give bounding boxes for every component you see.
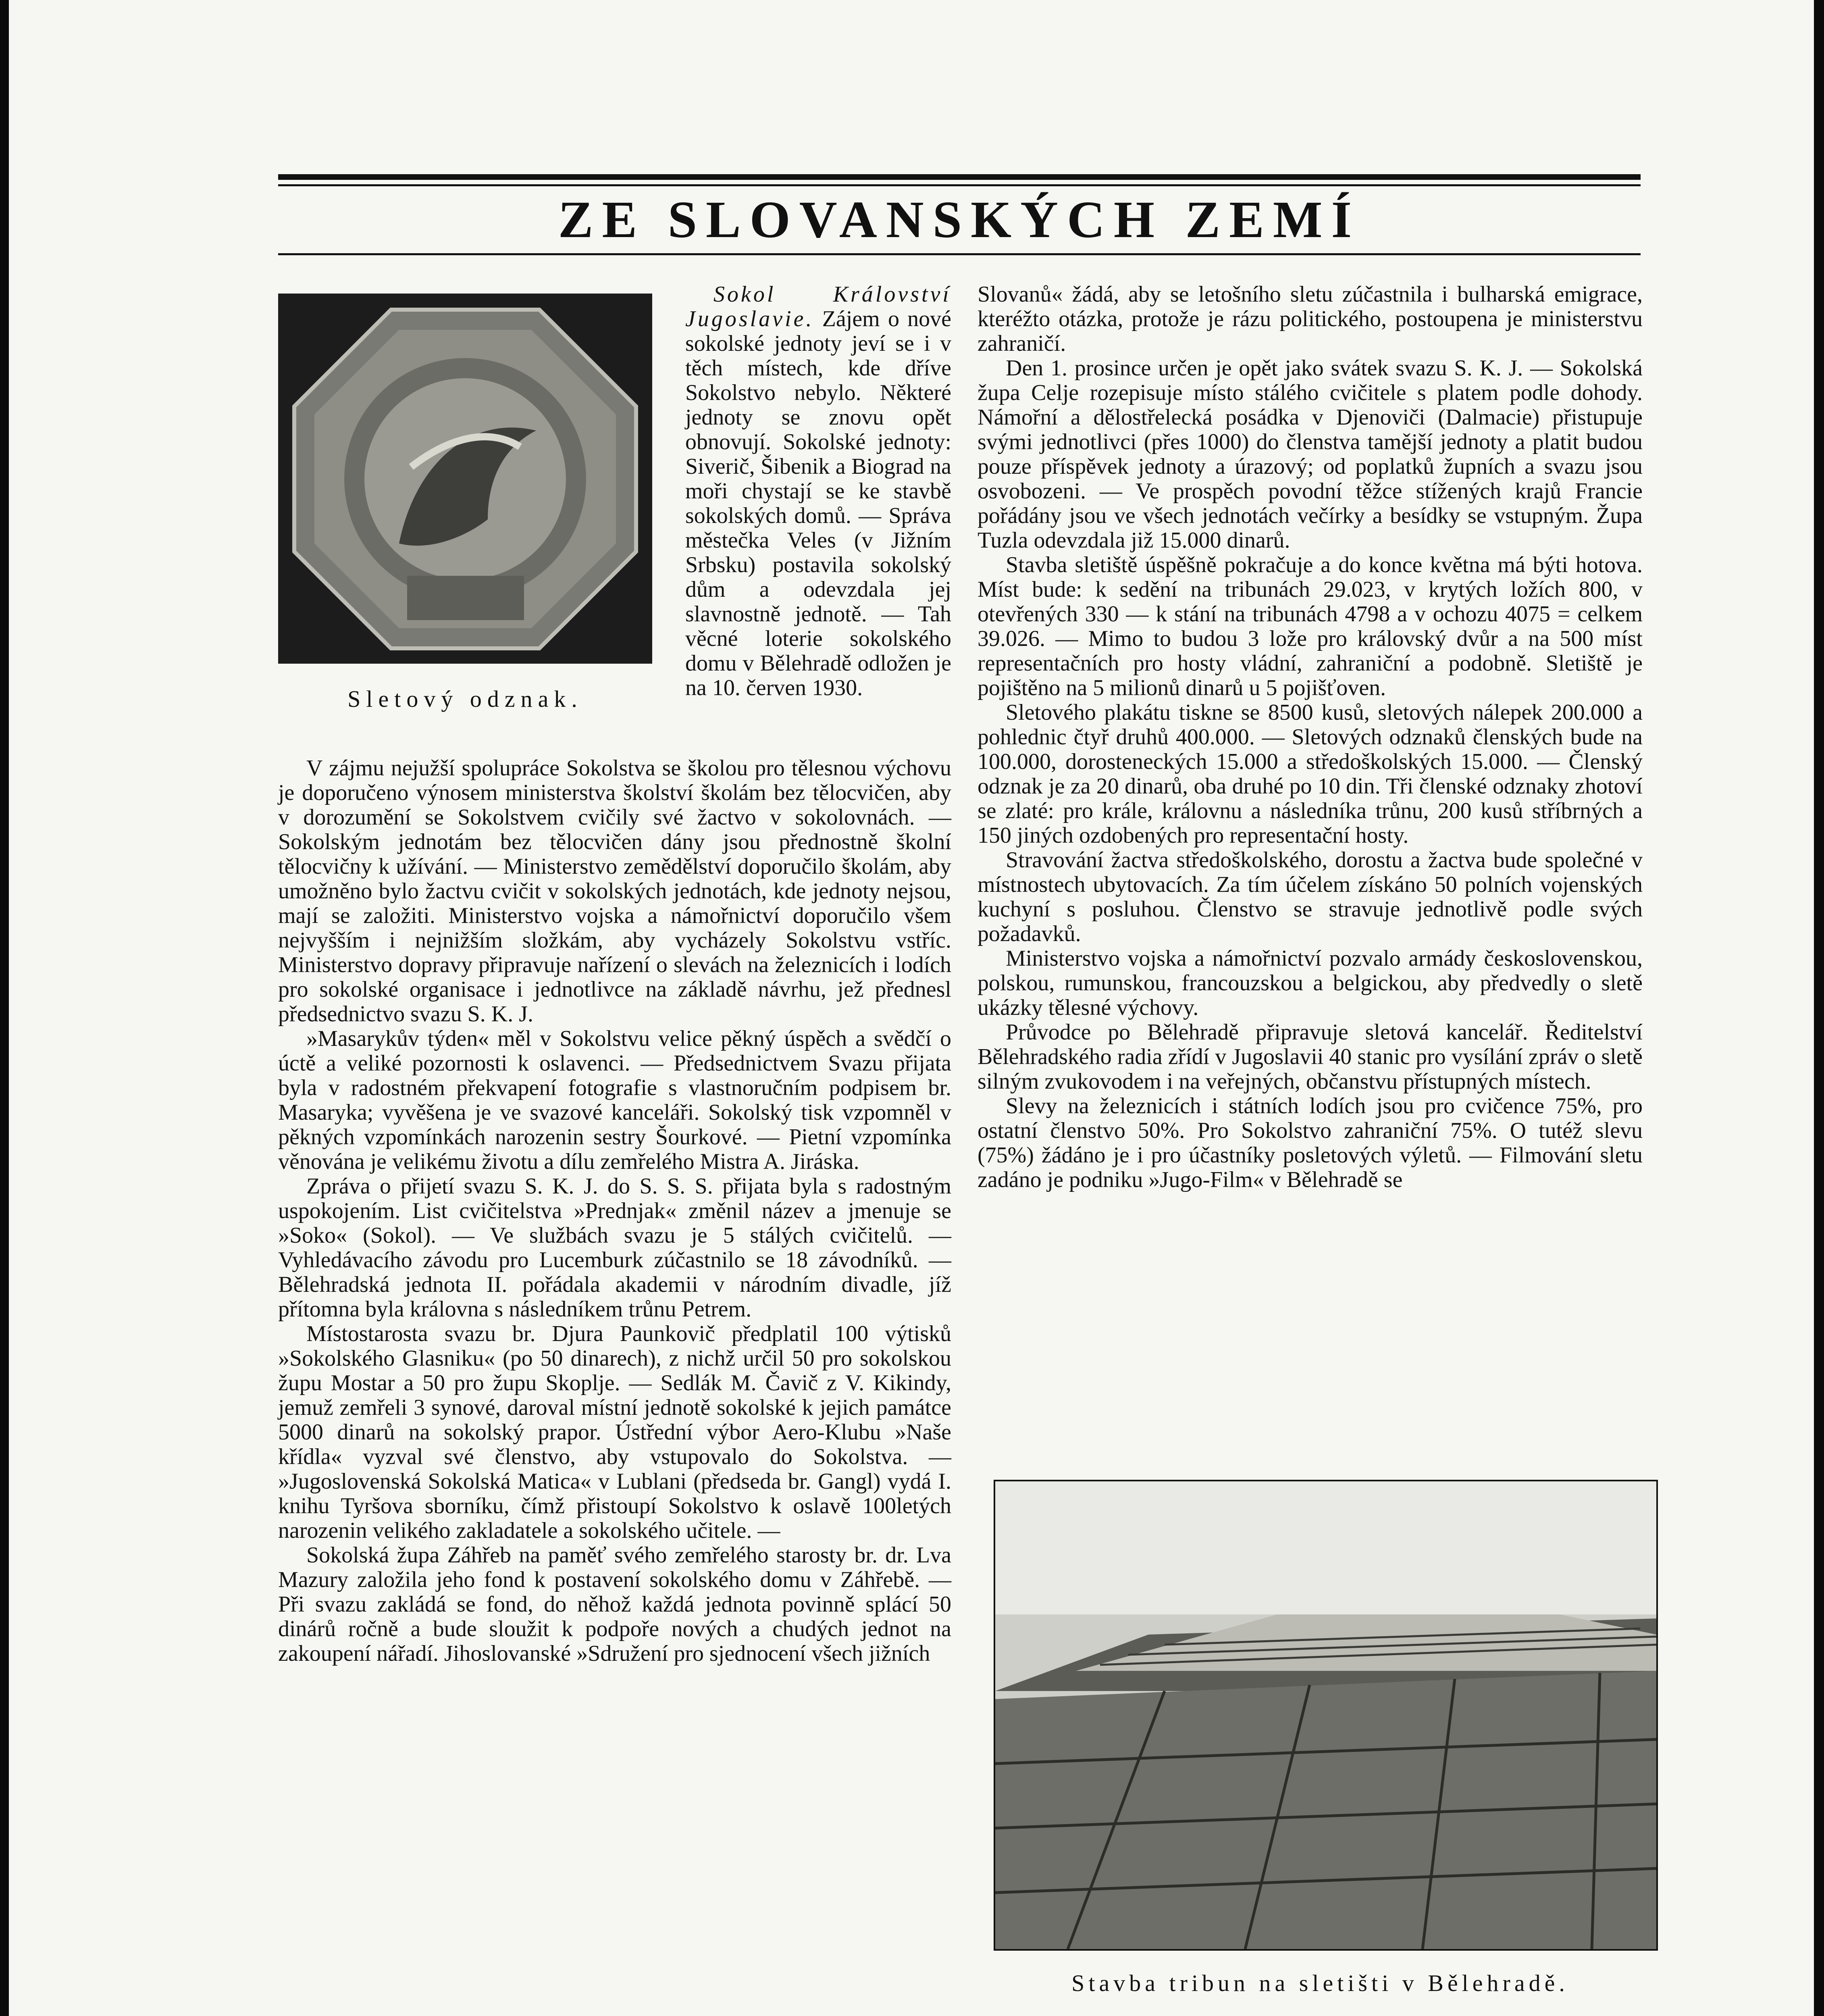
stadium-photo: [994, 1480, 1658, 1951]
top-rule-thin: [278, 184, 1641, 186]
intro-paragraph: [685, 282, 951, 700]
left-paragraph: Sokolská župa Záhřeb na paměť svého zemřelého starosty br. dr. Lva Mazury založila jeho fond k postavení sokolského domu v Záhřebě. — Při svazu zakládá se fond, do něhož každá jednota povinně splácí 50 dinárů ročně a bude sloužit k podpoře nových a chudých jednot na zakoupení nářadí. Jihoslovanské »Sdružení pro sjednocení všech jižních: [278, 1543, 951, 1666]
right-paragraph: Průvodce po Bělehradě připravuje sletová kancelář. Ředitelství Bělehradského radia zřídí v Jugoslavii 40 stanic pro vysílání zpráv o sletě silným zvukovodem i na veřejných, občanstvu přístupných místech.: [978, 1020, 1643, 1094]
badge-caption: Sletový odznak.: [347, 686, 583, 712]
intro-column: [685, 282, 951, 700]
left-paragraph: Zpráva o přijetí svazu S. K. J. do S. S. S. přijata byla s radostným uspokojením. List cvičitelstva »Prednjak« změnil název a jmenuje se »Soko« (Sokol). — Ve službách svazu je 5 stálých cvičitelů. — Vyhledávacího závodu pro Lucemburk zúčastnilo se 18 závodníků. — Bělehradská jednota II. pořádala akademii v národním divadle, jíž přítomna byla královna s následníkem trůnu Petrem.: [278, 1174, 951, 1322]
right-column: [978, 282, 1643, 1192]
left-column: [278, 756, 951, 1666]
page-heading: ZE SLOVANSKÝCH ZEMÍ: [558, 191, 1361, 249]
right-paragraph: Slovanů« žádá, aby se letošního sletu zúčastnila i bulharská emigrace, kteréžto otázka, protože je rázu politického, postoupena je ministerstvu zahraničí.: [978, 282, 1643, 356]
stadium-image: [995, 1481, 1656, 1949]
right-paragraph: Sletového plakátu tiskne se 8500 kusů, sletových nálepek 200.000 a pohlednic čtyř druhů 400.000. — Sletových odznaků členských bude na 100.000, dorosteneckých 15.000 a středoškolských 15.000. — Členský odznak je za 20 dinarů, oba druhé po 10 din. Tři členské odznaky zhotoví se zlaté: pro krále, královnu a následníka trůnu, 200 kusů stříbrných a 150 jiných ozdobených pro representační hosty.: [978, 700, 1643, 848]
right-paragraph: Stavba sletiště úspěšně pokračuje a do konce května má býti hotova. Míst bude: k sedění na tribunách 29.023, v krytých ložích 800, v otevřených 330 — k stání na tribunách 4798 a v ochozu 4075 = celkem 39.026. — Mimo to budou 3 lože pro královský dvůr a na 500 míst representačních pro hosty vládní, zahraniční a podobně. Sletiště je pojištěno na 5 milionů dinarů u 5 pojišťoven.: [978, 552, 1643, 700]
badge-image: [278, 294, 652, 664]
heading-underline: [278, 253, 1641, 255]
right-paragraph: Ministerstvo vojska a námořnictví pozvalo armády československou, polskou, rumunskou, francouzskou a belgickou, aby předvedly o sletě ukázky tělesné výchovy.: [978, 946, 1643, 1020]
left-paragraph: Místostarosta svazu br. Djura Paunkovič předplatil 100 výtisků »Sokolského Glasniku« (po 50 dinarech), z nichž určil 50 pro sokolskou župu Mostar a 50 pro župu Skoplje. — Sedlák M. Čavič z V. Kikindy, jemuž zemřeli 3 synové, daroval místní jednotě sokolské k jejich památce 5000 dinarů na sokolský prapor. Ústřední výbor Aero-Klubu »Naše křídla« vyzval své členstvo, aby vstupovalo do Sokolstva. — »Jugoslovenská Sokolská Matica« v Lublani (předseda br. Gangl) vydá I. knihu Tyršova sborníku, čímž přistoupí Sokolstvo k oslavě 100letých narozenin velikého zakladatele a sokolského učitele. —: [278, 1321, 951, 1543]
left-paragraph: »Masarykův týden« měl v Sokolstvu velice pěkný úspěch a svědčí o úctě a veliké pozornosti k oslavenci. — Předsednictvem Svazu přijata byla v radostném překvapení fotografie s vlastnoručním podpisem br. Masaryka; vyvěšena je ve svazové kanceláři. Sokolský tisk vzpomněl v pěkných vzpomínkách narozenin sestry Šourkové. — Pietní vzpomínka věnována je velikému životu a dílu zemřelého Mistra A. Jiráska.: [278, 1026, 951, 1174]
intro-text: Zájem o nové sokolské jednoty jeví se i v těch místech, kde dříve Sokolstvo nebylo. Některé jednoty se znovu opět obnovují. Sokolské jednoty: Siverič, Šibenik a Biograd na moři chystají se ke stavbě sokolských domů. — Správa městečka Veles (v Jižním Srbsku) postavila sokolský dům a odevzdala jej slavnostně jednotě. — Tah věcné loterie sokolského domu v Bělehradě odložen je na 10. červen 1930.: [685, 306, 952, 700]
top-rule-thick: [278, 174, 1641, 180]
right-paragraph: Den 1. prosince určen je opět jako svátek svazu S. K. J. — Sokolská župa Celje rozepisuje místo stálého cvičitele s platem podle dohody. Námořní a dělostřelecká posádka v Djenoviči (Dalmacie) přistupuje svými jednotlivci (přes 1000) do členstva tamější jednoty a platit budou pouze příspěvek jednoty a úrazový; od poplatků župních a svazu jsou osvobozeni. — Ve prospěch povodní těžce stížených krajů Francie pořádány jsou ve všech jednotách večírky a besídky se vstupným. Župa Tuzla odevzdala již 15.000 dinarů.: [978, 356, 1643, 553]
badge-photo: [278, 294, 652, 664]
intro-lead: Sokol Království Jugoslavie.: [685, 282, 951, 331]
photo-caption: Stavba tribun na sletišti v Bělehradě.: [1071, 1970, 1569, 1996]
right-paragraph: Stravování žactva středoškolského, dorostu a žactva bude společné v místnostech ubytovacích. Za tím účelem získáno 50 polních vojenských kuchyní s posluhou. Členstvo se stravuje jednotlivě podle svých požadavků.: [978, 848, 1643, 946]
right-paragraph: Slevy na železnicích i státních lodích jsou pro cvičence 75%, pro ostatní členstvo 50%. Pro Sokolstvo zahraniční 75%. O tutéž slevu (75%) žádáno je i pro účastníky posletových výletů. — Filmování sletu zadáno je podniku »Jugo-Film« v Bělehradě se: [978, 1093, 1643, 1192]
left-paragraph: V zájmu nejužší spolupráce Sokolstva se školou pro tělesnou výchovu je doporučeno výnosem ministerstva školství školám bez tělocvičen, aby v dorozumění se Sokolstvem cvičily své žactvo v sokolovnách. — Sokolským jednotám bez tělocvičen dány jsou přednostně školní tělocvičny k užívání. — Ministerstvo zemědělství doporučilo školám, aby umožněno bylo žactvu cvičit v sokolských jednotách, kde jednoty nejsou, mají se založiti. Ministerstvo vojska a námořnictví doporučilo všem nejvyšším i nejnižším složkám, aby vycházely Sokolstvu vstříc. Ministerstvo dopravy připravuje nařízení o slevách na železnicích i lodích pro sokolské organisace i jednotlivce na základě návrhu, jež přednesl předsednictvo svazu S. K. J.: [278, 756, 951, 1027]
